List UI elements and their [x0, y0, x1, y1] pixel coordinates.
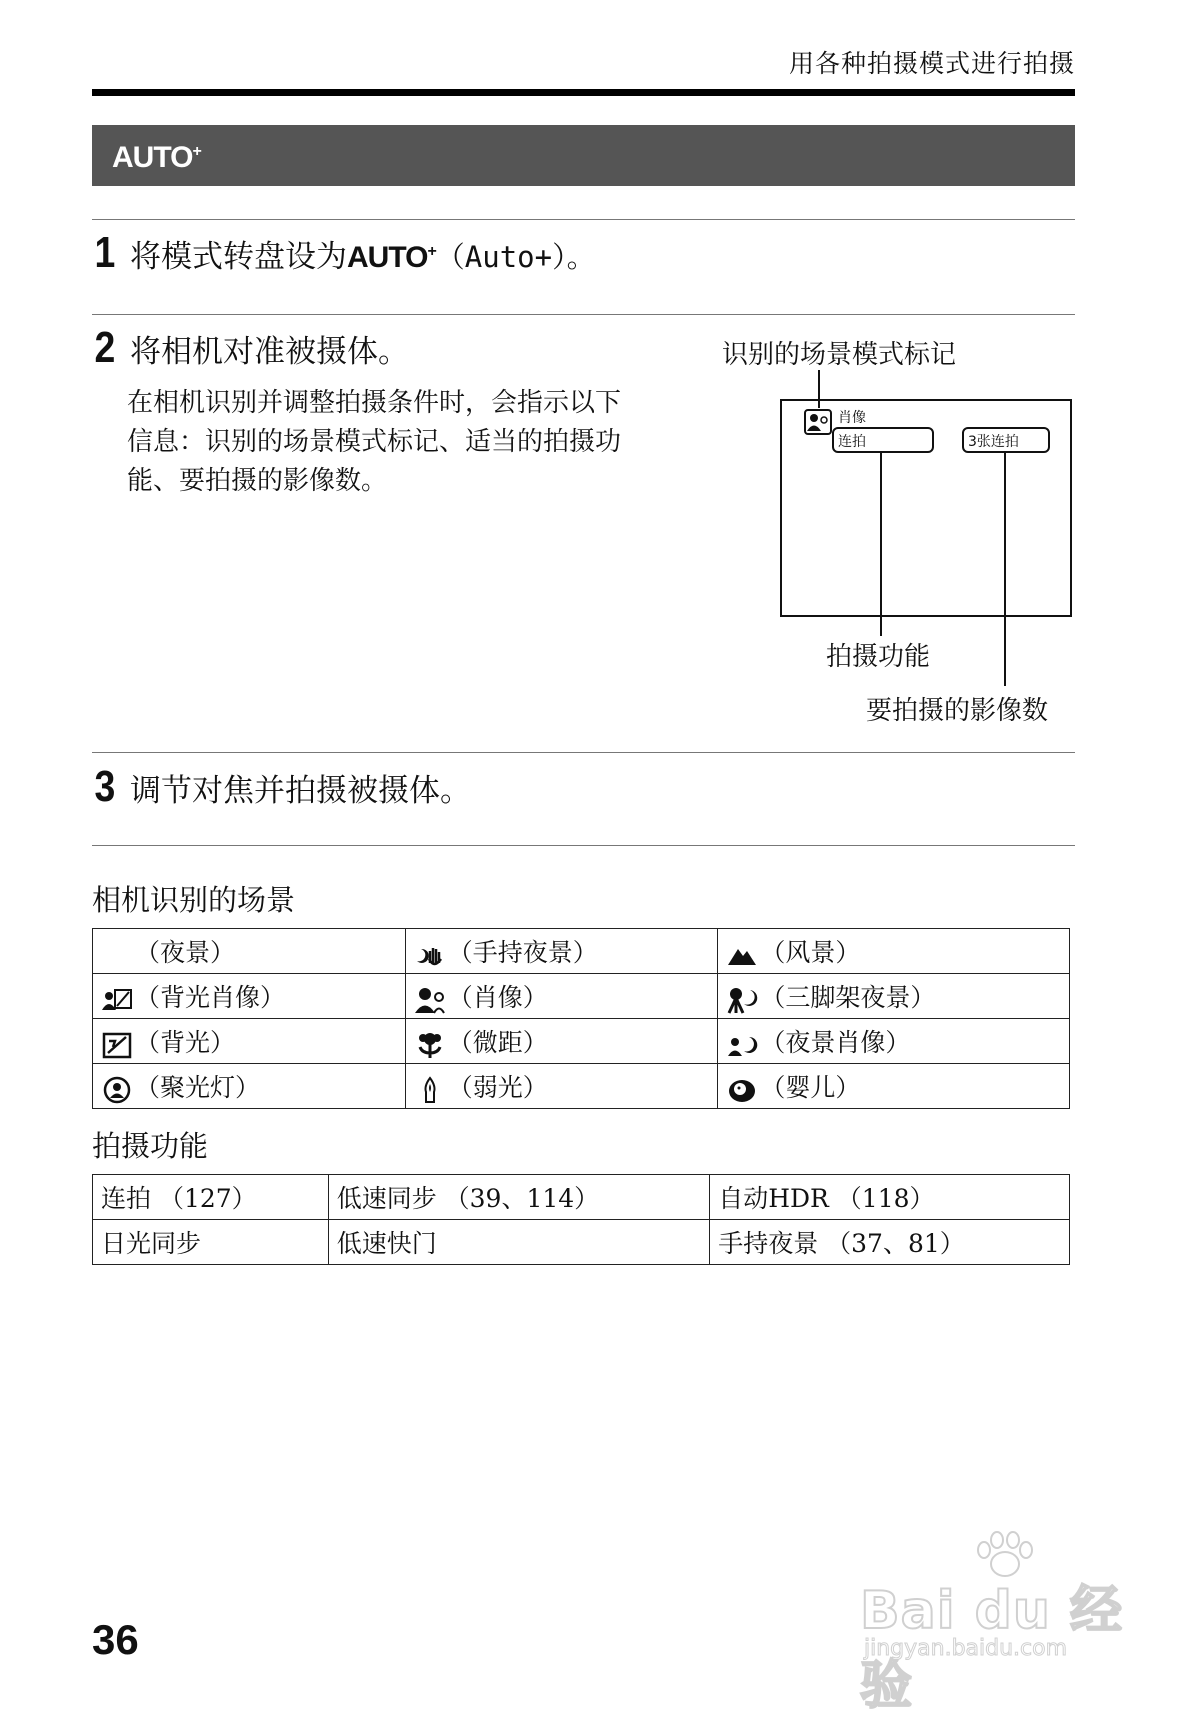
auto-mode-text: AUTO [347, 240, 428, 274]
lcd-scene-text: 肖像 [838, 410, 866, 426]
low-light-icon [414, 1076, 446, 1104]
table-cell [93, 1019, 406, 1064]
table-cell [718, 1064, 1070, 1109]
scenes-table [92, 928, 1070, 1109]
functions-table [92, 1174, 1070, 1265]
leader-line [880, 453, 882, 636]
step-number: 2 [94, 323, 116, 372]
section-title-sup: + [192, 143, 201, 160]
label-count: 要拍摄的影像数 [866, 696, 1049, 726]
auto-mode-label [347, 241, 436, 274]
mountain-icon [726, 941, 758, 969]
step-3 [92, 762, 471, 812]
backlight-portrait-icon [101, 986, 133, 1014]
table-cell [405, 1064, 718, 1109]
baidu-watermark [860, 1530, 1140, 1716]
label-scene-mark: 识别的场景模式标记 [722, 340, 957, 370]
watermark-text: Bai du 经验 [860, 1581, 1123, 1716]
divider [92, 314, 1075, 315]
table-cell [718, 1019, 1070, 1064]
cell-text: （三脚架夜景） [760, 983, 936, 1012]
step-number: 3 [94, 762, 116, 811]
backlight-icon [101, 1031, 133, 1059]
cell-text: （聚光灯） [135, 1073, 261, 1102]
table-cell [405, 974, 718, 1019]
table-cell [718, 929, 1070, 974]
table-row [93, 929, 1070, 974]
cell-text: （背光肖像） [135, 983, 286, 1012]
step-2-description: 在相机识别并调整拍摄条件时，会指示以下信息：识别的场景模式标记、适当的拍摄功能、要拍摄的影像数。 [127, 388, 622, 496]
cell-text: （婴儿） [760, 1073, 861, 1102]
step-text [130, 231, 596, 276]
step-1-text-pre: 将模式转盘设为 [130, 238, 347, 275]
divider [92, 752, 1075, 753]
cell-text: （夜景肖像） [760, 1028, 911, 1057]
lcd-screen [780, 399, 1072, 617]
table-cell: 日光同步 [93, 1220, 329, 1265]
table-row [93, 1220, 1070, 1265]
cell-text: （背光） [135, 1028, 236, 1057]
cell-text: （弱光） [447, 1073, 548, 1102]
running-header-title: 用各种拍摄模式进行拍摄 [788, 49, 1075, 78]
step-number: 1 [94, 228, 116, 277]
cell-text: （微距） [447, 1028, 548, 1057]
lcd-function-pill: 连拍 [832, 427, 934, 453]
step-2 [92, 323, 409, 373]
label-function: 拍摄功能 [826, 642, 931, 672]
table-cell: 低速同步 （39、114） [328, 1175, 710, 1220]
leader-line [1004, 453, 1006, 686]
table-row [93, 1064, 1070, 1109]
table-cell: 自动HDR （118） [710, 1175, 1070, 1220]
section-title: AUTO [112, 141, 193, 174]
table-row [93, 1175, 1070, 1220]
section-title-bar [92, 125, 1075, 186]
table-cell: 手持夜景 （37、81） [710, 1220, 1070, 1265]
auto-mode-sup: + [427, 242, 436, 260]
table-cell [718, 974, 1070, 1019]
table-row [93, 974, 1070, 1019]
table-cell: 低速快门 [328, 1220, 710, 1265]
table-cell [93, 974, 406, 1019]
handheld-night-icon [414, 941, 446, 969]
table-cell [93, 1064, 406, 1109]
macro-flower-icon [414, 1031, 446, 1059]
page-number: 36 [92, 1616, 139, 1663]
cell-text: （肖像） [447, 983, 548, 1012]
watermark-url: jingyan.baidu.com [864, 1636, 1068, 1661]
functions-heading: 拍摄功能 [92, 1129, 209, 1163]
night-portrait-icon [726, 1031, 758, 1059]
moon-icon [101, 941, 133, 969]
portrait-icon [804, 409, 832, 435]
tripod-night-icon [726, 986, 758, 1014]
table-row [93, 1019, 1070, 1064]
step-text: 将相机对准被摄体。 [130, 333, 409, 370]
table-cell: 连拍 （127） [93, 1175, 329, 1220]
cell-text: （夜景） [135, 938, 236, 967]
table-cell [405, 929, 718, 974]
table-cell [93, 929, 406, 974]
scenes-heading: 相机识别的场景 [92, 883, 296, 917]
cell-text: （手持夜景） [447, 938, 598, 967]
spotlight-icon [101, 1076, 133, 1104]
header-rule [92, 89, 1075, 96]
baby-icon [726, 1076, 758, 1104]
step-1 [92, 228, 596, 278]
lcd-count-pill: 3张连拍 [962, 427, 1050, 453]
divider [92, 219, 1075, 220]
divider [92, 845, 1075, 846]
portrait-icon [414, 986, 446, 1014]
cell-text: （风景） [760, 938, 861, 967]
step-1-text-post: （Auto+）。 [435, 239, 596, 274]
table-cell [405, 1019, 718, 1064]
step-text: 调节对焦并拍摄被摄体。 [130, 772, 471, 809]
